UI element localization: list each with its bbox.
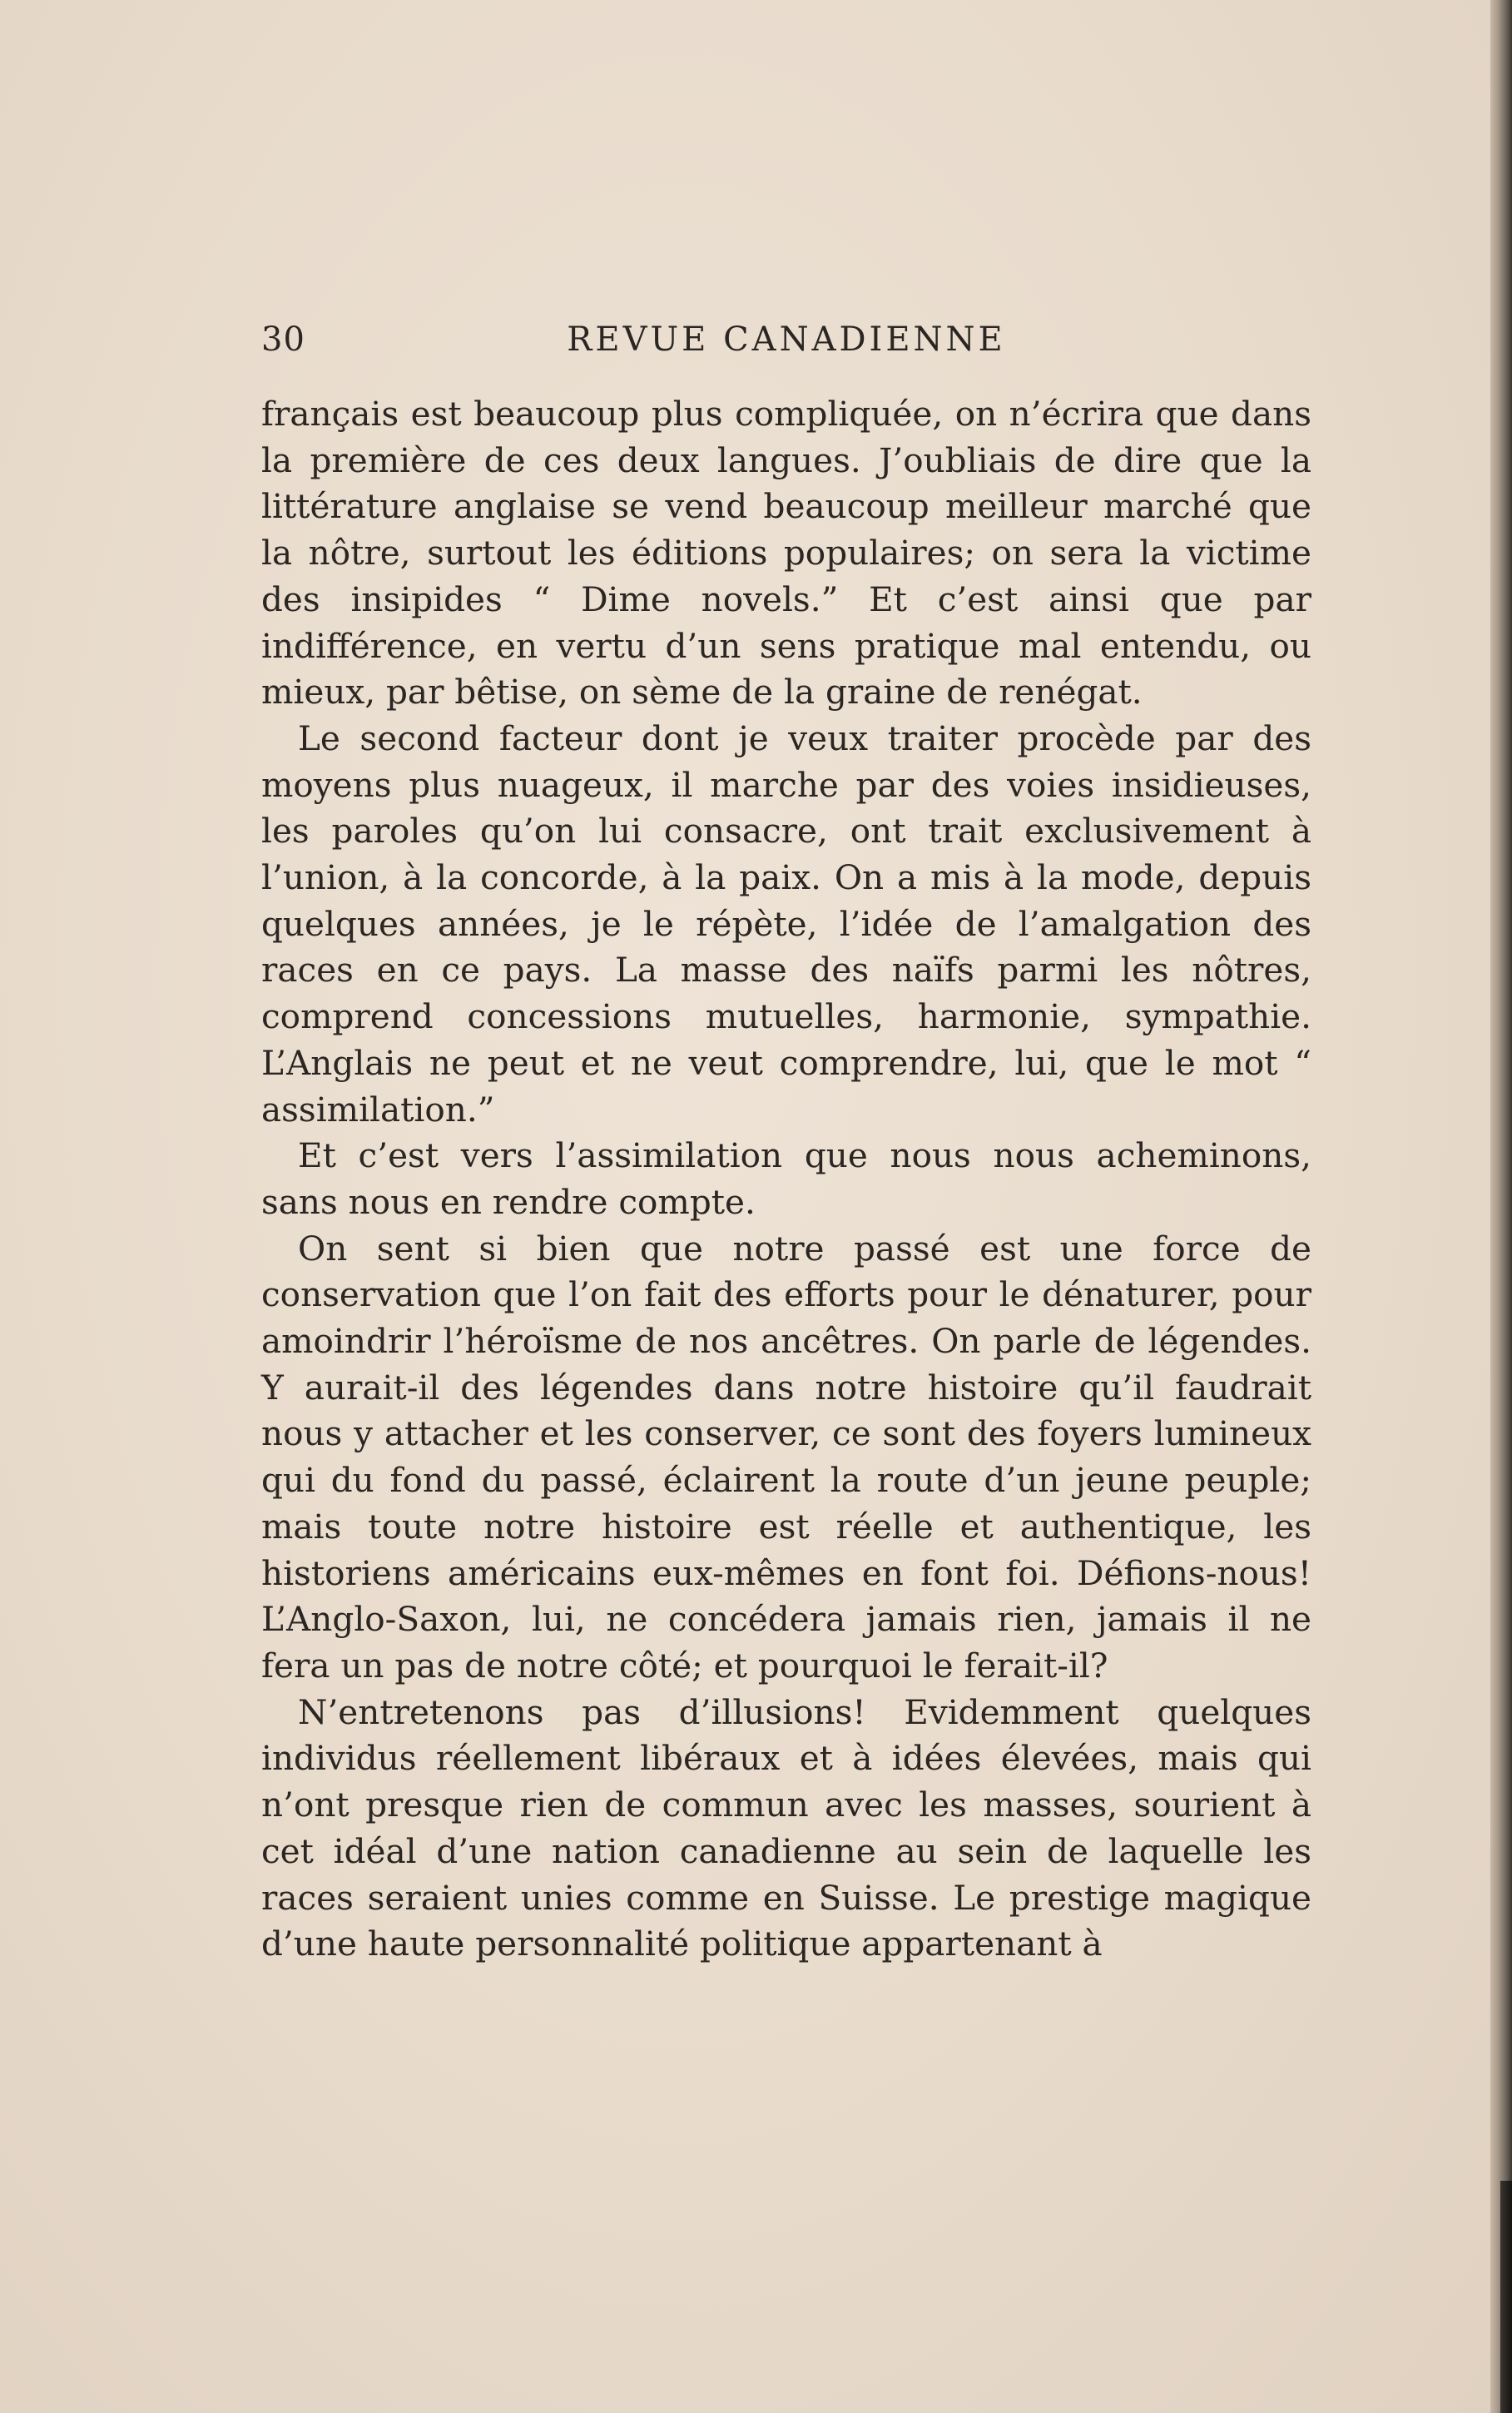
page-header [261,315,1311,365]
running-head: REVUE CANADIENNE [567,320,1006,359]
paragraph: Le second facteur dont je veux traiter procède par des moyens plus nuageux, il marche par des voies insidieuses, les paroles qu’on lui consacre, ont trait exclusivement à l’union, à la concorde, à la paix. On a mis à la mode, depuis quelques années, je le répète, l’idée de l’amalgation des races en ce pays. La masse des naïfs parmi les nôtres, comprend concessions mutuelles, harmonie, sympathie. L’Anglais ne peut et ne veut comprendre, lui, que le mot “ assimilation.” [261,717,1311,1130]
body-text [261,391,1311,1968]
page-edge-shadow [1490,0,1512,2413]
page-corner-shadow [1500,2181,1512,2413]
page-number: 30 [261,320,305,359]
paragraph: Et c’est vers l’assimilation que nous nous acheminons, sans nous en rendre compte. [261,1135,1311,1222]
paragraph: On sent si bien que notre passé est une force de conservation que l’on fait des efforts pour le dénaturer, pour amoindrir l’héroïsme de nos ancêtres. On parle de légendes. Y aurait-il des légendes dans notre histoire qu’il faudrait nous y attacher et les conserver, ce sont des foyers lumineux qui du fond du passé, éclairent la route d’un jeune peuple; mais toute notre histoire est réelle et authentique, les historiens américains eux-mêmes en font foi. Défions-nous! L’Anglo-Saxon, lui, ne concédera jamais rien, jamais il ne fera un pas de notre côté; et pourquoi le ferait-il? [261,1228,1311,1686]
paragraph: français est beaucoup plus compliquée, on n’écrira que dans la première de ces deux langues. J’oubliais de dire que la littérature anglaise se vend beaucoup meilleur marché que la nôtre, surtout les éditions populaires; on sera la victime des insipides “ Dime novels.” Et c’est ainsi que par indifférence, en vertu d’un sens pratique mal entendu, ou mieux, par bêtise, on sème de la graine de renégat. [261,394,1311,712]
paragraph: N’entretenons pas d’illusions! Evidemment quelques individus réellement libéraux et à idées élevées, mais qui n’ont presque rien de commun avec les masses, sourient à cet idéal d’une nation canadienne au sein de laquelle les races seraient unies comme en Suisse. Le prestige magique d’une haute personnalité politique appartenant à [261,1691,1311,1964]
